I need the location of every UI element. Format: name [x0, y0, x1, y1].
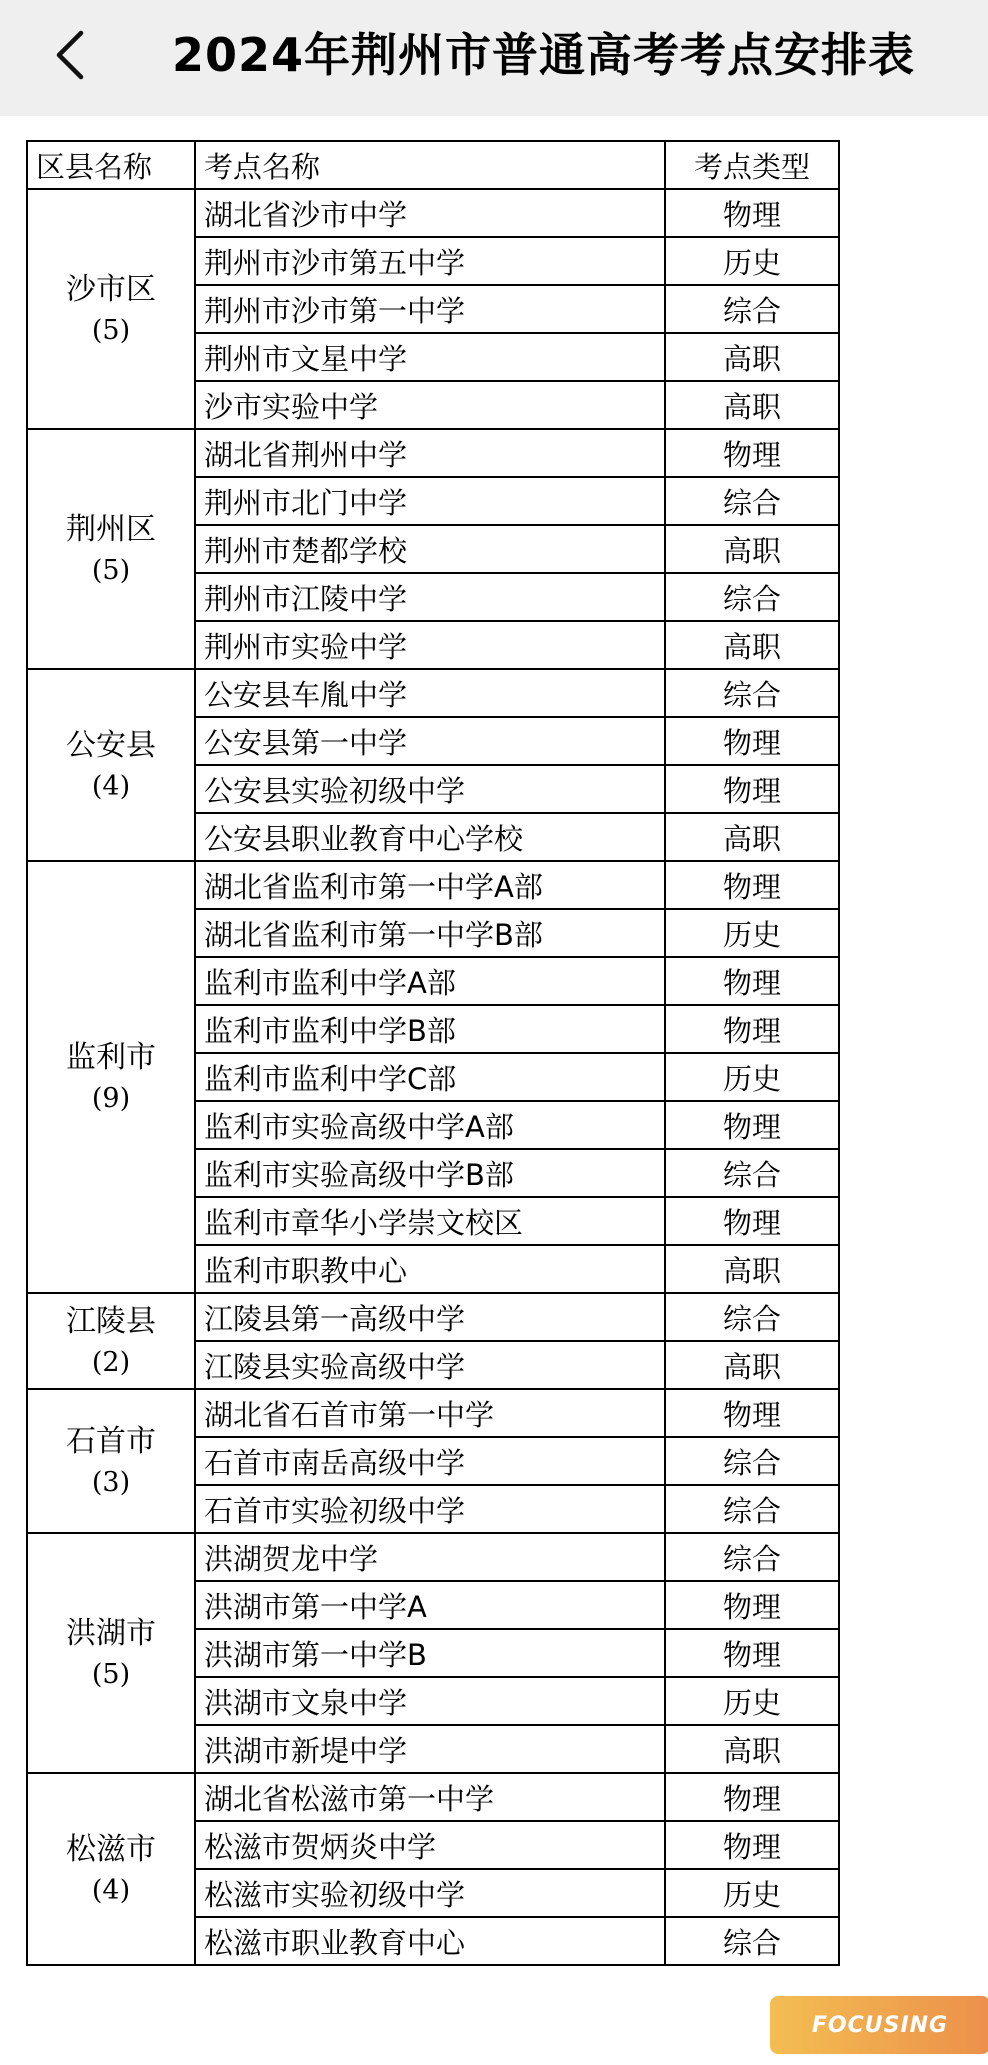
venue-type-cell: 综合: [665, 1149, 839, 1197]
district-venue-count: (4): [91, 771, 131, 803]
venue-name-cell: 江陵县第一高级中学: [195, 1293, 665, 1341]
venue-name-cell: 监利市实验高级中学A部: [195, 1101, 665, 1149]
venue-name-cell: 松滋市实验初级中学: [195, 1869, 665, 1917]
venue-name-cell: 湖北省沙市中学: [195, 189, 665, 237]
table-row: [27, 861, 839, 909]
district-venue-count: (5): [91, 315, 131, 347]
venue-name-cell: 洪湖市文泉中学: [195, 1677, 665, 1725]
venue-type-cell: 物理: [665, 717, 839, 765]
district-name: 江陵县: [66, 1303, 156, 1339]
venue-type-cell: 综合: [665, 285, 839, 333]
district-venue-count: (2): [91, 1347, 131, 1379]
venue-name-cell: 监利市职教中心: [195, 1245, 665, 1293]
venue-type-cell: 物理: [665, 1389, 839, 1437]
venue-type-cell: 历史: [665, 909, 839, 957]
table-body: [27, 189, 839, 1965]
table-row: [27, 1773, 839, 1821]
venue-name-cell: 沙市实验中学: [195, 381, 665, 429]
district-cell: [27, 1293, 195, 1389]
venue-name-cell: 监利市监利中学A部: [195, 957, 665, 1005]
table-row: [27, 1533, 839, 1581]
venue-name-cell: 监利市监利中学B部: [195, 1005, 665, 1053]
venue-name-cell: 洪湖市第一中学A: [195, 1581, 665, 1629]
venue-type-cell: 物理: [665, 1005, 839, 1053]
venue-type-cell: 物理: [665, 1197, 839, 1245]
exam-venue-table: [26, 140, 840, 1966]
venue-type-cell: 物理: [665, 1629, 839, 1677]
district-cell: [27, 189, 195, 429]
venue-type-cell: 综合: [665, 669, 839, 717]
venue-type-cell: 高职: [665, 1725, 839, 1773]
district-cell: [27, 1533, 195, 1773]
venue-type-cell: 综合: [665, 1485, 839, 1533]
district-name: 洪湖市: [66, 1615, 156, 1651]
venue-name-cell: 荆州市江陵中学: [195, 573, 665, 621]
venue-name-cell: 荆州市北门中学: [195, 477, 665, 525]
venue-type-cell: 综合: [665, 1533, 839, 1581]
venue-name-cell: 湖北省监利市第一中学A部: [195, 861, 665, 909]
venue-name-cell: 荆州市文星中学: [195, 333, 665, 381]
venue-name-cell: 江陵县实验高级中学: [195, 1341, 665, 1389]
district-cell: [27, 429, 195, 669]
venue-type-cell: 高职: [665, 1341, 839, 1389]
venue-name-cell: 湖北省荆州中学: [195, 429, 665, 477]
table-row: [27, 429, 839, 477]
venue-type-cell: 物理: [665, 1581, 839, 1629]
district-cell: [27, 861, 195, 1293]
district-venue-count: (5): [91, 555, 131, 587]
venue-type-cell: 物理: [665, 1821, 839, 1869]
district-name: 石首市: [66, 1423, 156, 1459]
column-header-venue-type: 考点类型: [665, 141, 839, 189]
venue-name-cell: 湖北省监利市第一中学B部: [195, 909, 665, 957]
venue-type-cell: 综合: [665, 573, 839, 621]
watermark-logo: [770, 1996, 988, 2054]
district-name: 监利市: [66, 1039, 156, 1075]
district-cell: [27, 1389, 195, 1533]
table-row: [27, 1293, 839, 1341]
venue-name-cell: 荆州市实验中学: [195, 621, 665, 669]
venue-type-cell: 综合: [665, 1293, 839, 1341]
venue-name-cell: 湖北省松滋市第一中学: [195, 1773, 665, 1821]
district-venue-count: (4): [91, 1875, 131, 1907]
venue-name-cell: 监利市监利中学C部: [195, 1053, 665, 1101]
venue-type-cell: 高职: [665, 813, 839, 861]
venue-type-cell: 物理: [665, 189, 839, 237]
district-venue-count: (5): [91, 1659, 131, 1691]
page-title: 2024年荆州市普通高考考点安排表: [172, 28, 916, 82]
district-venue-count: (3): [91, 1467, 131, 1499]
column-header-district: 区县名称: [27, 141, 195, 189]
table-row: [27, 669, 839, 717]
venue-type-cell: 高职: [665, 621, 839, 669]
venue-name-cell: 公安县第一中学: [195, 717, 665, 765]
venue-name-cell: 荆州市沙市第五中学: [195, 237, 665, 285]
chevron-left-icon: [53, 29, 87, 81]
district-name: 松滋市: [66, 1831, 156, 1867]
venue-type-cell: 综合: [665, 1437, 839, 1485]
venue-name-cell: 公安县车胤中学: [195, 669, 665, 717]
venue-name-cell: 松滋市贺炳炎中学: [195, 1821, 665, 1869]
venue-type-cell: 综合: [665, 477, 839, 525]
venue-name-cell: 荆州市沙市第一中学: [195, 285, 665, 333]
district-name: 沙市区: [66, 271, 156, 307]
venue-type-cell: 高职: [665, 333, 839, 381]
venue-name-cell: 公安县职业教育中心学校: [195, 813, 665, 861]
venue-name-cell: 松滋市职业教育中心: [195, 1917, 665, 1965]
venue-type-cell: 物理: [665, 861, 839, 909]
district-name: 公安县: [66, 727, 156, 763]
venue-name-cell: 石首市实验初级中学: [195, 1485, 665, 1533]
venue-type-cell: 物理: [665, 1773, 839, 1821]
venue-type-cell: 历史: [665, 1869, 839, 1917]
district-cell: [27, 669, 195, 861]
district-cell: [27, 1773, 195, 1965]
exam-venue-table-container: [26, 140, 840, 1966]
venue-type-cell: 综合: [665, 1917, 839, 1965]
venue-name-cell: 洪湖市第一中学B: [195, 1629, 665, 1677]
top-bar: [0, 0, 988, 116]
district-name: 荆州区: [66, 511, 156, 547]
venue-type-cell: 物理: [665, 957, 839, 1005]
venue-type-cell: 高职: [665, 1245, 839, 1293]
venue-type-cell: 高职: [665, 381, 839, 429]
venue-name-cell: 荆州市楚都学校: [195, 525, 665, 573]
venue-name-cell: 监利市实验高级中学B部: [195, 1149, 665, 1197]
venue-name-cell: 洪湖贺龙中学: [195, 1533, 665, 1581]
venue-type-cell: 物理: [665, 1101, 839, 1149]
venue-type-cell: 物理: [665, 765, 839, 813]
table-row: [27, 189, 839, 237]
column-header-venue-name: 考点名称: [195, 141, 665, 189]
venue-type-cell: 物理: [665, 429, 839, 477]
venue-type-cell: 历史: [665, 1677, 839, 1725]
back-button[interactable]: [40, 20, 100, 90]
table-row: [27, 1389, 839, 1437]
district-venue-count: (9): [91, 1083, 131, 1115]
venue-type-cell: 历史: [665, 1053, 839, 1101]
venue-type-cell: 历史: [665, 237, 839, 285]
venue-name-cell: 公安县实验初级中学: [195, 765, 665, 813]
venue-type-cell: 高职: [665, 525, 839, 573]
table-header-row: [27, 141, 839, 189]
venue-name-cell: 石首市南岳高级中学: [195, 1437, 665, 1485]
watermark-text: FOCUSING: [811, 2012, 949, 2038]
venue-name-cell: 湖北省石首市第一中学: [195, 1389, 665, 1437]
venue-name-cell: 监利市章华小学崇文校区: [195, 1197, 665, 1245]
venue-name-cell: 洪湖市新堤中学: [195, 1725, 665, 1773]
